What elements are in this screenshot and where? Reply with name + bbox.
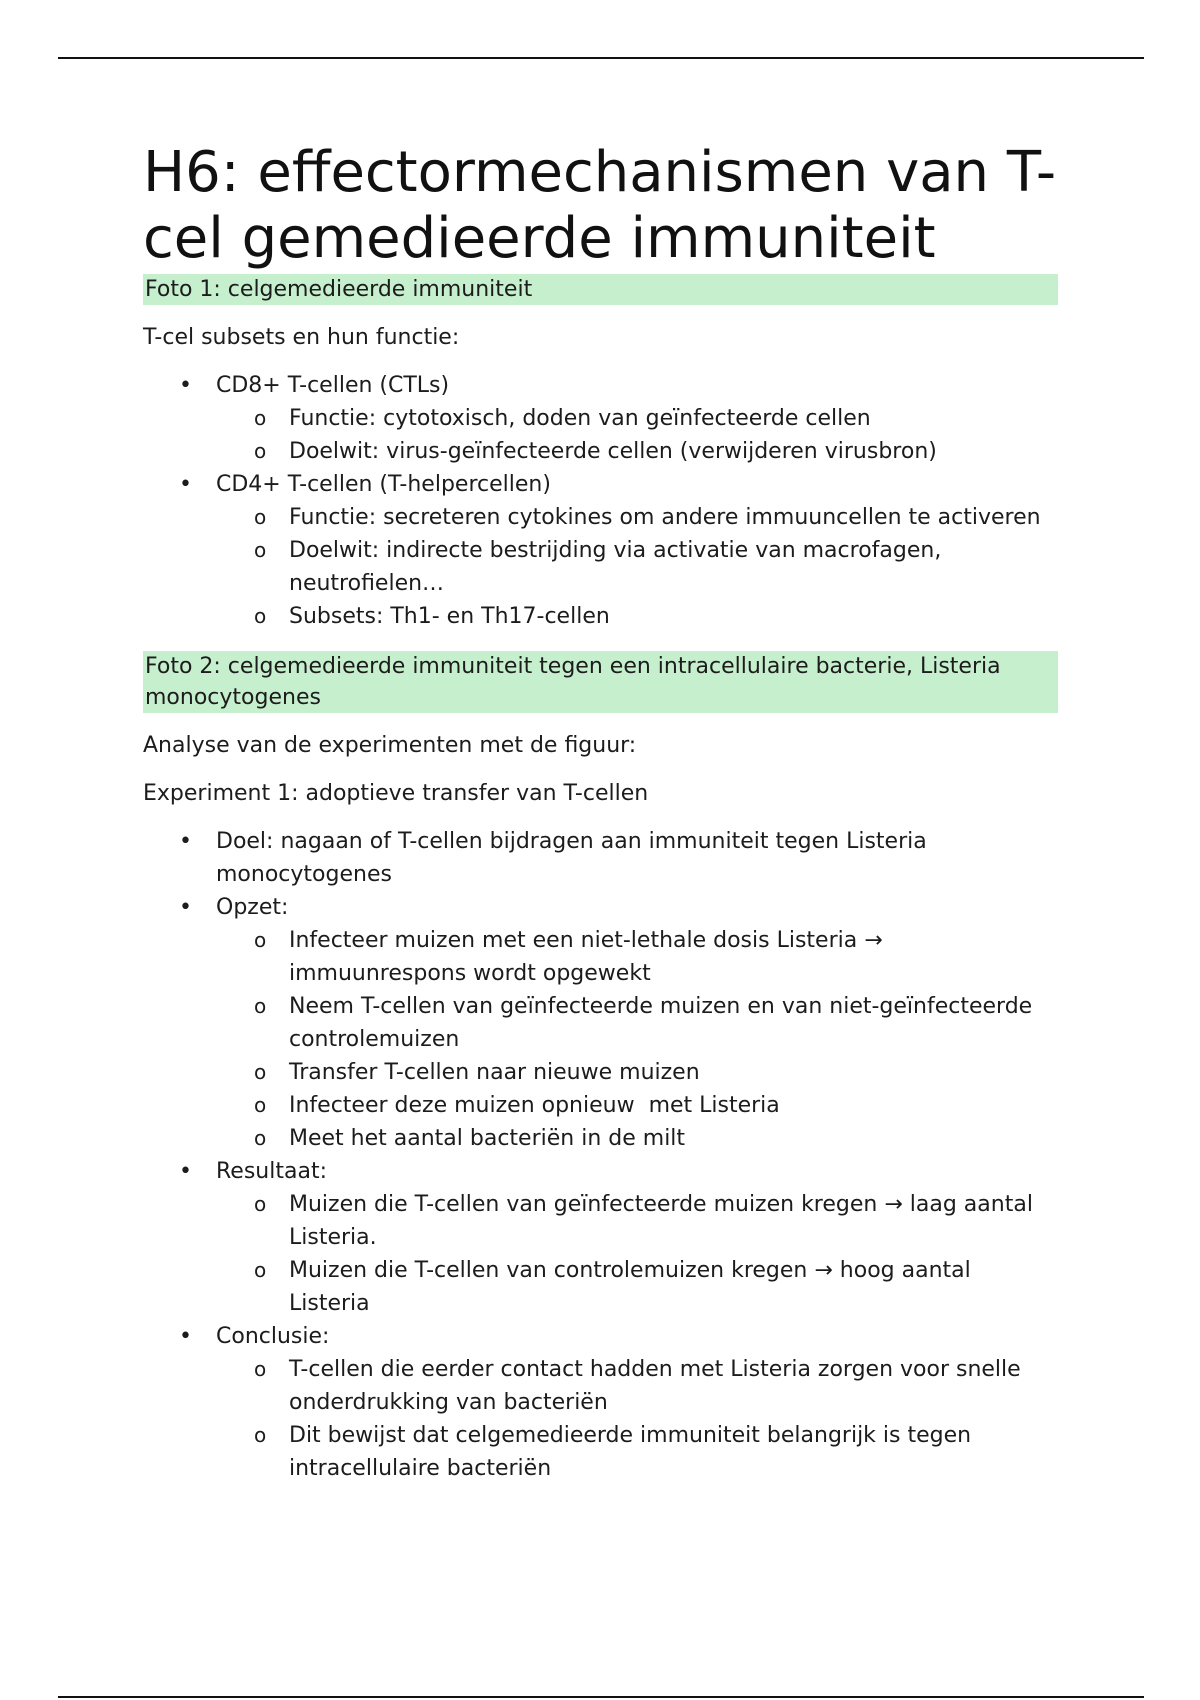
circle-bullet-icon: o [254, 505, 267, 529]
sub-item-text: Muizen die T-cellen van geïnfecteerde muizen kregen → laag aantal Listeria. [289, 1192, 1033, 1250]
sub-list [216, 1353, 1058, 1485]
sub-item-text: Infecteer deze muizen opnieuw met Listeria [289, 1093, 780, 1118]
bullet-icon: • [179, 373, 192, 398]
sub-item-text: Infecteer muizen met een niet-lethale dosis Listeria → immuunrespons wordt opgewekt [289, 928, 883, 986]
list-item [143, 1320, 1058, 1485]
sub-list-item [216, 1188, 1058, 1254]
sub-list [216, 1188, 1058, 1320]
bottom-rule [58, 1696, 1144, 1698]
list-item [143, 468, 1058, 633]
experiment-label: Conclusie: [216, 1324, 330, 1349]
circle-bullet-icon: o [254, 1192, 267, 1216]
sub-list-item [216, 1089, 1058, 1122]
sub-item-text: Transfer T-cellen naar nieuwe muizen [289, 1060, 700, 1085]
sub-item-text: Meet het aantal bacteriën in de milt [289, 1126, 686, 1151]
bullet-icon: • [179, 1324, 192, 1349]
bullet-icon: • [179, 829, 192, 854]
sub-list [216, 924, 1058, 1155]
list-item [143, 891, 1058, 1155]
sub-list-item [216, 402, 1058, 435]
circle-bullet-icon: o [254, 538, 267, 562]
subsets-list [143, 369, 1058, 633]
page-title: H6: effectormechanismen van T-cel gemedieerde immuniteit [143, 140, 1057, 271]
circle-bullet-icon: o [254, 1093, 267, 1117]
circle-bullet-icon: o [254, 928, 267, 952]
experiment-label: Resultaat: [216, 1159, 327, 1184]
circle-bullet-icon: o [254, 604, 267, 628]
circle-bullet-icon: o [254, 439, 267, 463]
experiment-title: Experiment 1: adoptieve transfer van T-cellen [143, 781, 649, 806]
circle-bullet-icon: o [254, 1126, 267, 1150]
sub-list-item [216, 1254, 1058, 1320]
sub-list [216, 402, 1058, 468]
sub-item-text: Doelwit: virus-geïnfecteerde cellen (verwijderen virusbron) [289, 439, 937, 464]
sub-item-text: Subsets: Th1- en Th17-cellen [289, 604, 610, 629]
sub-list-item [216, 1056, 1058, 1089]
sub-list-item [216, 990, 1058, 1056]
sub-item-text: Functie: secreteren cytokines om andere immuuncellen te activeren [289, 505, 1041, 530]
circle-bullet-icon: o [254, 1423, 267, 1447]
sub-item-text: Functie: cytotoxisch, doden van geïnfecteerde cellen [289, 406, 871, 431]
circle-bullet-icon: o [254, 1060, 267, 1084]
bullet-icon: • [179, 1159, 192, 1184]
sub-item-text: Neem T-cellen van geïnfecteerde muizen en van niet-geïnfecteerde controlemuizen [289, 994, 1033, 1052]
circle-bullet-icon: o [254, 406, 267, 430]
sub-list-item [216, 1122, 1058, 1155]
top-rule [58, 57, 1144, 59]
foto-1-heading: Foto 1: celgemedieerde immuniteit [143, 274, 1058, 305]
experiment-label: Doel: nagaan of T-cellen bijdragen aan immuniteit tegen Listeria monocytogenes [216, 829, 927, 887]
bullet-icon: • [179, 472, 192, 497]
sub-item-text: Dit bewijst dat celgemedieerde immuniteit belangrijk is tegen intracellulaire bacteriën [289, 1423, 972, 1481]
document-body [143, 140, 1058, 1485]
subset-label: CD4+ T-cellen (T-helpercellen) [216, 472, 551, 497]
analyse-intro: Analyse van de experimenten met de figuur: [143, 733, 637, 758]
list-item [143, 369, 1058, 468]
circle-bullet-icon: o [254, 994, 267, 1018]
sub-list-item [216, 600, 1058, 633]
sub-list-item [216, 1353, 1058, 1419]
subsets-intro: T-cel subsets en hun functie: [143, 325, 460, 350]
sub-item-text: Doelwit: indirecte bestrijding via activatie van macrofagen, neutrofielen… [289, 538, 942, 596]
sub-item-text: Muizen die T-cellen van controlemuizen kregen → hoog aantal Listeria [289, 1258, 971, 1316]
circle-bullet-icon: o [254, 1357, 267, 1381]
sub-list-item [216, 924, 1058, 990]
foto-2-heading: Foto 2: celgemedieerde immuniteit tegen een intracellulaire bacterie, Listeria monocytogenes [143, 651, 1058, 713]
list-item [143, 1155, 1058, 1320]
sub-list-item [216, 501, 1058, 534]
sub-list-item [216, 435, 1058, 468]
experiment-list [143, 825, 1058, 1485]
bullet-icon: • [179, 895, 192, 920]
list-item [143, 825, 1058, 891]
subset-label: CD8+ T-cellen (CTLs) [216, 373, 450, 398]
sub-list-item [216, 1419, 1058, 1485]
sub-item-text: T-cellen die eerder contact hadden met Listeria zorgen voor snelle onderdrukking van bacteriën [289, 1357, 1021, 1415]
sub-list-item [216, 534, 1058, 600]
circle-bullet-icon: o [254, 1258, 267, 1282]
sub-list [216, 501, 1058, 633]
experiment-label: Opzet: [216, 895, 289, 920]
